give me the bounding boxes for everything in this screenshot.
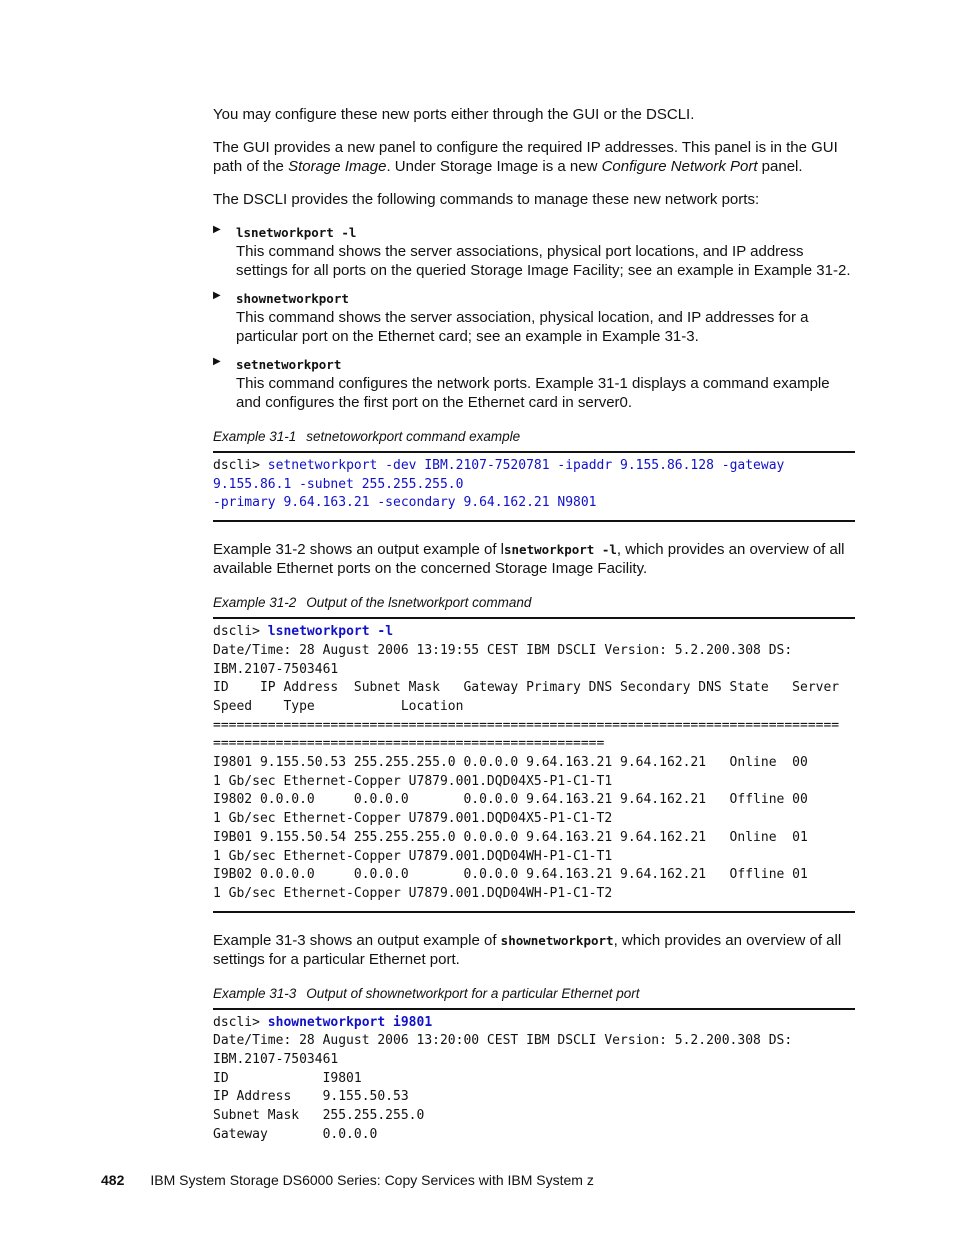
command-name: shownetworkport: [236, 291, 349, 306]
page-number: 482: [101, 1172, 125, 1188]
example-caption: [213, 985, 855, 1003]
gui-panel-configure-network-port: Configure Network Port: [601, 158, 758, 175]
list-item: [213, 355, 855, 412]
paragraph-text: , which provides an overview of all settings for a particular Ethernet port.: [213, 931, 842, 968]
command-description: This command shows the server associations, physical port locations, and IP address settings for all ports on the queried Storage Image Facility; see an example in Example 31-2.: [236, 243, 851, 279]
paragraph-gui-text-1: The GUI provides a new panel to configure the required IP addresses. This panel is in the GUI path of the: [213, 139, 838, 175]
code-command: shownetworkport i9801: [267, 1014, 433, 1030]
command-description: This command shows the server association, physical location, and IP addresses for a particular port on the Ethernet card; see an example in Example 31-3.: [236, 309, 809, 345]
command-list: [213, 223, 855, 412]
paragraph-gui-text-3: panel.: [757, 158, 803, 175]
shell-prompt: dscli>: [213, 1014, 268, 1030]
gui-path-storage-image: Storage Image: [288, 158, 387, 175]
paragraph-dscli: [213, 190, 855, 209]
paragraph-example-3-intro: [213, 931, 855, 969]
paragraph-intro-text: You may configure these new ports either through the GUI or the DSCLI.: [213, 106, 695, 123]
bullet-triangle-icon: ▶: [213, 290, 221, 301]
list-item: [213, 223, 855, 280]
paragraph-text: Example 31-3 shows an output example of: [213, 931, 501, 949]
page-footer: [101, 1172, 594, 1188]
shell-prompt: dscli>: [213, 458, 268, 473]
code-output: Date/Time: 28 August 2006 13:20:00 CEST IBM DSCLI Version: 5.2.200.308 DS: IBM.2107-7503461 ID I9801 IP Address 9.155.50.53 Subnet Mask 255.255.255.0 Gateway 0.0.0.0: [213, 1033, 793, 1142]
example-number: Example 31-3: [213, 985, 297, 1001]
page-content: [213, 105, 855, 1170]
code-output: Date/Time: 28 August 2006 13:19:55 CEST IBM DSCLI Version: 5.2.200.308 DS: IBM.2107-7503461 ID IP Address Subnet Mask Gateway Primary DNS Secondary DNS State Server Speed Type Location ================================================================================ ================================================== I9801 9.155.50.53 255.255.255.0 0.0.0.0 9.64.163.21 9.64.162.21 Online 00 1 Gb/sec Ethernet-Copper U7879.001.DQD04X5-P1-C1-T1 I9802 0.0.0.0 0.0.0.0 0.0.0.0 9.64.163.21 9.64.162.21 Offline 00 1 Gb/sec Ethernet-Copper U7879.001.DQD04X5-P1-C1-T2 I9B01 9.155.50.54 255.255.255.0 0.0.0.0 9.64.163.21 9.64.162.21 Online 01 1 Gb/sec Ethernet-Copper U7879.001.DQD04WH-P1-C1-T1 I9B02 0.0.0.0 0.0.0.0 0.0.0.0 9.64.163.21 9.64.162.21 Offline 01 1 Gb/sec Ethernet-Copper U7879.001.DQD04WH-P1-C1-T2: [213, 642, 840, 901]
paragraph-text: , which provides an overview of all available Ethernet ports on the concerned Storage Image Facility.: [213, 541, 845, 578]
code-command: setnetworkport -dev IBM.2107-7520781 -ipaddr 9.155.86.128 -gateway 9.155.86.1 -subnet 255.255.255.0 -primary 9.64.163.21 -secondary 9.64.162.21 N9801: [213, 458, 785, 511]
command-name: setnetworkport: [236, 357, 342, 372]
example-title: Output of shownetworkport for a particular Ethernet port: [306, 985, 640, 1001]
command-description: This command configures the network ports. Example 31-1 displays a command example and configures the first port on the Ethernet card in server0.: [236, 375, 830, 411]
list-item: [213, 289, 855, 346]
example-title: setnetoworkport command example: [306, 429, 521, 444]
paragraph-gui-text-2: . Under Storage Image is a new: [386, 158, 602, 175]
code-block-example-2: [213, 617, 855, 913]
paragraph-example-2-intro: [213, 540, 855, 578]
example-caption: [213, 594, 855, 612]
code-block-example-3: [213, 1008, 855, 1152]
inline-command: shownetworkport: [500, 932, 614, 948]
example-number: Example 31-1: [213, 429, 297, 444]
example-caption: [213, 428, 855, 446]
example-title: Output of the lsnetworkport command: [306, 595, 532, 611]
code-command: lsnetworkport -l: [267, 624, 394, 640]
paragraph-text: Example 31-2 shows an output example of l: [213, 541, 504, 559]
inline-command: snetworkport -l: [504, 542, 617, 558]
paragraph-dscli-text: The DSCLI provides the following commands to manage these new network ports:: [213, 191, 760, 208]
bullet-triangle-icon: ▶: [213, 356, 221, 367]
code-block-example-1: [213, 451, 855, 522]
paragraph-intro: [213, 105, 855, 124]
book-title: IBM System Storage DS6000 Series: Copy Services with IBM System z: [150, 1172, 594, 1188]
paragraph-gui: [213, 138, 855, 176]
command-name: lsnetworkport -l: [236, 225, 357, 240]
shell-prompt: dscli>: [213, 624, 268, 640]
bullet-triangle-icon: ▶: [213, 224, 221, 235]
example-number: Example 31-2: [213, 595, 297, 611]
